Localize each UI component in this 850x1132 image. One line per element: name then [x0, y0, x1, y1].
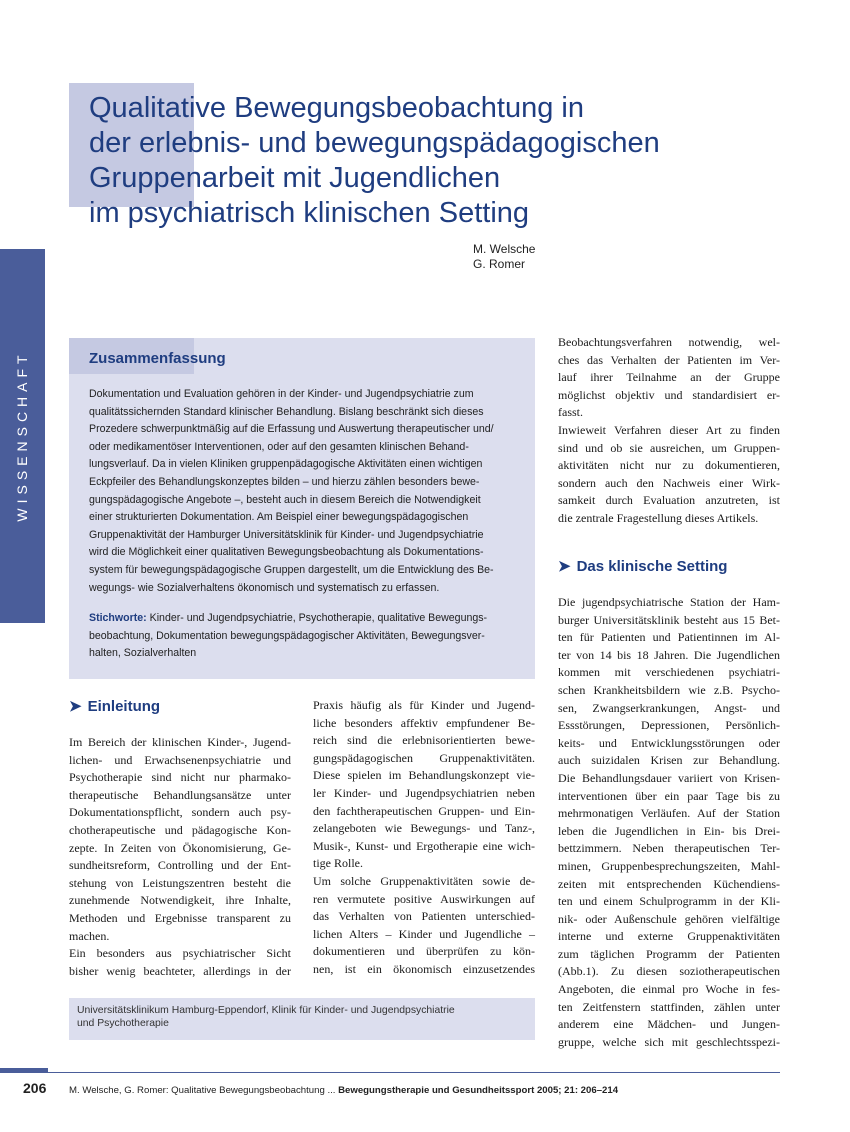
- article-title: [89, 91, 809, 231]
- text-line: Beobachtungsverfahren notwendig, wel-: [558, 335, 780, 349]
- text-line: schen Krankheitsbildern wie z.B. Psycho-: [558, 682, 780, 697]
- text-line: interventionen über ein paar Tage bis zu: [558, 788, 780, 803]
- side-tab-label: WISSENSCHAFT: [14, 350, 30, 522]
- text-line: Essstörungen, Depressionen, Persönlich-: [558, 718, 780, 733]
- title-line: Qualitative Bewegungsbeobachtung in: [89, 92, 584, 124]
- text-line: anderem eine Mädchen- und Jungen-: [558, 1017, 780, 1032]
- title-line: Gruppenarbeit mit Jugendlichen: [89, 162, 501, 194]
- text-line: möglichst objektiv und standardisiert er-: [558, 387, 780, 402]
- text-line: zelangeboten wie Bewegungs- und Tanz-,: [313, 821, 535, 836]
- text-line: Musik-, Kunst- und Ergotherapie eine wich-: [313, 838, 535, 853]
- text-line: tige Rolle.: [313, 856, 363, 871]
- abstract-line: Gruppenaktivität der Hamburger Universitätsklinik für Kinder- und Jugendpsychiatrie: [89, 528, 484, 541]
- text-line: Die Behandlungsdauer variiert von Krisen-: [558, 770, 780, 785]
- text-line: Psychotherapie sind nicht nur pharmako-: [69, 770, 291, 785]
- text-line: Angeboten, die einmal pro Woche in fes-: [558, 982, 780, 997]
- text-line: aktivitäten nicht nur zu dokumentieren,: [558, 458, 780, 473]
- abstract-line: qualitätssichernden Standard klinischer Behandlung. Bislang beschränkt sich dieses: [89, 405, 484, 418]
- text-line: bettzimmern. Neben therapeutischen Ter-: [558, 841, 780, 856]
- page-number: 206: [23, 1080, 47, 1096]
- section-heading-text: Das klinische Setting: [576, 558, 728, 575]
- text-line: burger Universitätsklinik besteht aus 15 Bet-: [558, 612, 780, 627]
- text-line: auch suizidalen Krisen zur Behandlung.: [558, 753, 780, 768]
- text-line: sundheitsreform, Controlling und der Ent-: [69, 858, 291, 873]
- text-line: sondern auch den Nachweis einer Wirk-: [558, 475, 780, 490]
- abstract-line: Prozedere schwerpunktmäßig auf die Erfassung und Auswertung therapeutischer und/: [89, 423, 494, 436]
- text-line: bisher wenig beachteter, allerdings in der: [69, 963, 291, 978]
- text-line: nen, ist ein ökonomisch einzusetzendes: [313, 961, 535, 976]
- column-3-setting-text: [558, 594, 780, 1051]
- text-line: Dokumentationspflicht, sondern auch psy-: [69, 805, 291, 820]
- section-heading-einleitung: [69, 697, 160, 715]
- column-2-text: [313, 697, 535, 979]
- affiliation-box: [69, 998, 535, 1040]
- text-line: Inwieweit Verfahren dieser Art zu finden: [558, 422, 780, 437]
- keywords-label: Stichworte:: [89, 612, 147, 624]
- keywords-line: halten, Sozialverhalten: [89, 647, 197, 660]
- text-line: das Verhalten von Patienten unterschied-: [313, 909, 535, 924]
- text-line: nik- oder Außenschule gehören vielfältige: [558, 911, 780, 926]
- author: G. Romer: [473, 257, 526, 271]
- text-line: Um solche Gruppenaktivitäten sowie de-: [313, 873, 535, 888]
- text-line: gruppe, welche sich mit geschlechtsspezi-: [558, 1034, 780, 1049]
- column-3-top-text: [558, 334, 780, 528]
- affiliation-text: [77, 1004, 455, 1030]
- text-line: fasst.: [558, 405, 583, 420]
- abstract-box: [69, 338, 535, 679]
- text-line: gungspädagogischen Gruppenaktivitäten.: [313, 750, 535, 765]
- abstract-line: oder medikamentöser Interventionen, oder auf den gesamten klinischen Behand-: [89, 440, 469, 453]
- text-line: Methoden und Ergebnisse transparent zu: [69, 910, 291, 925]
- text-line: lichen Alters – Kinder und Jugendliche –: [313, 926, 535, 941]
- keywords: [89, 610, 519, 663]
- abstract-line: Dokumentation und Evaluation gehören in der Kinder- und Jugendpsychiatrie zum: [89, 388, 474, 400]
- text-line: zeiten mit entsprechenden Küchendiens-: [558, 876, 780, 891]
- text-line: Im Bereich der klinischen Kinder-, Jugend-: [69, 735, 291, 749]
- text-line: stehung von Leistungszentren besteht die: [69, 875, 291, 890]
- text-line: ches das Verhalten der Patienten im Ver-: [558, 352, 780, 367]
- text-line: die zentrale Fragestellung dieses Artikels.: [558, 510, 759, 525]
- text-line: machen.: [69, 928, 110, 943]
- abstract-heading: Zusammenfassung: [89, 350, 226, 367]
- text-line: therapeutische Behandlungsansätze unter: [69, 787, 291, 802]
- text-line: minen, Gruppenbesprechungszeiten, Mahl-: [558, 858, 780, 873]
- author-list: [473, 242, 535, 272]
- text-line: (Abb.1). Zu diesen soziotherapeutischen: [558, 964, 780, 979]
- text-line: reich sind die erlebnisorientierten bewe-: [313, 733, 535, 748]
- text-line: ter von 14 bis 18 Jahren. Die Jugendlichen: [558, 647, 780, 662]
- text-line: ten Zeitfenstern stattfinden, zählen unter: [558, 999, 780, 1014]
- text-line: leben die Jugendlichen in Ein- bis Drei-: [558, 823, 780, 838]
- text-line: chotherapeutische und pädagogische Kon-: [69, 822, 291, 837]
- keywords-line: [89, 610, 519, 628]
- footer-citation: [69, 1085, 618, 1096]
- author: M. Welsche: [473, 242, 536, 256]
- text-line: keits- und Entwicklungsstörungen oder: [558, 735, 780, 750]
- text-line: lichen- und Erwachsenenpsychiatrie und: [69, 752, 291, 767]
- text-line: Ein besonders aus psychiatrischer Sicht: [69, 946, 291, 961]
- text-line: ten und einem Schulprogramm in der Kli-: [558, 894, 780, 909]
- affiliation-line: Universitätsklinikum Hamburg-Eppendorf, Klinik für Kinder- und Jugendpsychiatrie: [77, 1005, 455, 1016]
- text-line: kommen mit verschiedenen psychiatri-: [558, 665, 780, 680]
- text-line: ler Kinder- und Jugendpsychiatrien neben: [313, 785, 535, 800]
- text-line: den fachtherapeutischen Gruppen- und Ein-: [313, 803, 535, 818]
- section-heading-setting: [558, 557, 727, 575]
- text-line: Diese spielen im Behandlungskonzept vie-: [313, 768, 535, 783]
- text-line: ten für Patienten und Patientinnen im Al-: [558, 630, 780, 645]
- text-line: lauf ihrer Teilnahme an der Gruppe: [558, 370, 780, 385]
- abstract-line: einer strukturierten Dokumentation. Am Beispiel einer bewegungspädagogischen: [89, 511, 469, 524]
- title-line: der erlebnis- und bewegungspädagogischen: [89, 127, 660, 159]
- abstract-line: lungsverlauf. Da in vielen Kliniken gruppenpädagogische Aktivitäten einen wichtigen: [89, 458, 483, 471]
- text-line: mehrmonatigen Verläufen. Auf der Station: [558, 806, 780, 821]
- text-line: samkeit durch Evaluation anzutreten, ist: [558, 493, 780, 508]
- text-line: interne und externe Gruppenaktivitäten: [558, 929, 780, 944]
- text-line: liche besonders affektiv empfundener Be-: [313, 715, 535, 730]
- text-line: sen, Zwangserkrankungen, Angst- und: [558, 700, 780, 715]
- arrowhead-icon: ➤: [69, 698, 82, 715]
- keywords-line: beobachtung, Dokumentation bewegungspädagogischer Aktivitäten, Bewegungsver-: [89, 629, 485, 642]
- title-line: im psychiatrisch klinischen Setting: [89, 197, 530, 229]
- text-line: Die jugendpsychiatrische Station der Ham-: [558, 595, 780, 609]
- abstract-line: Eckpfeiler des Behandlungskonzeptes bilden – und hierzu zählen besonders bewe-: [89, 475, 480, 488]
- column-1-text: [69, 734, 291, 980]
- text-line: ren vermutete positive Auswirkungen auf: [313, 891, 535, 906]
- abstract-line: wird die Möglichkeit einer qualitativen Bewegungsbeobachtung als Dokumentations-: [89, 546, 484, 559]
- arrowhead-icon: ➤: [558, 558, 571, 575]
- abstract-line: wegungs- wie Sozialverhaltens ökonomisch und systematisch zu erfassen.: [89, 581, 440, 594]
- citation-authors-title: M. Welsche, G. Romer: Qualitative Bewegungsbeobachtung ...: [69, 1085, 339, 1096]
- text-line: dokumentieren und überprüfen zu kön-: [313, 944, 535, 959]
- footer-rule: [48, 1072, 780, 1073]
- section-heading-text: Einleitung: [87, 698, 161, 715]
- footer-accent-bar: [0, 1068, 48, 1073]
- abstract-line: system für bewegungspädagogische Gruppen dargestellt, um die Entwicklung des Be-: [89, 563, 494, 576]
- citation-journal: Bewegungstherapie und Gesundheitssport 2005; 21: 206–214: [338, 1085, 619, 1096]
- text-line: zunehmende Notwendigkeit, ihre Inhalte,: [69, 893, 291, 908]
- affiliation-line: und Psychotherapie: [77, 1018, 169, 1029]
- text-line: zepte. In Zeiten von Ökonomisierung, Ge-: [69, 840, 291, 855]
- text-line: Praxis häufig als für Kinder und Jugend-: [313, 698, 535, 712]
- abstract-text: [89, 386, 519, 597]
- abstract-line: gungspädagogische Angebote –, besteht auch in diesem Bereich die Notwendigkeit: [89, 493, 481, 506]
- text-line: zum täglichen Programm der Patienten: [558, 946, 780, 961]
- keywords-text: Kinder- und Jugendpsychiatrie, Psychotherapie, qualitative Bewegungs-: [146, 612, 488, 624]
- text-line: sind und ob sie ausreichen, um Gruppen-: [558, 440, 780, 455]
